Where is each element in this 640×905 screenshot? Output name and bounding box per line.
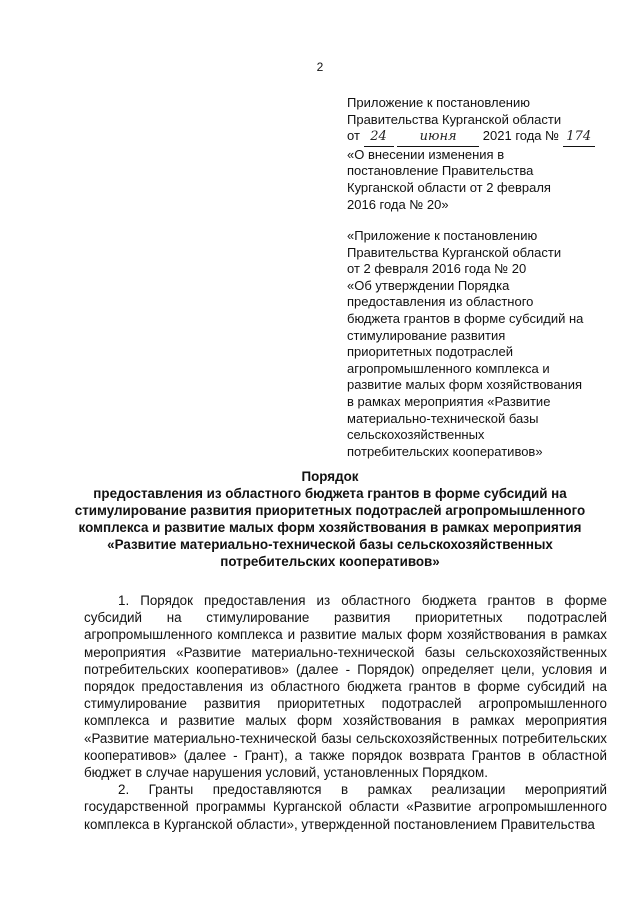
date-year: 2021 года № xyxy=(482,128,560,144)
date-prefix: от xyxy=(347,128,360,144)
annex-line: 2016 года № 20» xyxy=(347,196,449,212)
annex-original-resolution xyxy=(347,228,602,460)
annex-line: Курганской области от 2 февраля xyxy=(347,179,551,195)
title-subtitle-line: потребительских кооперативов» xyxy=(220,554,440,569)
annex-line: предоставления из областного xyxy=(347,294,534,310)
document-title xyxy=(60,468,600,570)
title-subtitle-line: «Развитие материально-технической базы сельскохозяйственных xyxy=(107,537,553,552)
annex-line: постановление Правительства xyxy=(347,163,534,179)
title-subtitle-line: предоставления из областного бюджета грантов в форме субсидий на xyxy=(93,486,567,501)
annex-date-line xyxy=(347,128,602,147)
annex-line: развитие малых форм хозяйствования xyxy=(347,377,583,393)
title-heading: Порядок xyxy=(301,469,359,484)
annex-line: бюджета грантов в форме субсидий на xyxy=(347,310,584,326)
annex-line: от 2 февраля 2016 года № 20 xyxy=(347,261,527,277)
handwritten-number: 174 xyxy=(563,129,595,147)
page-number: 2 xyxy=(316,60,324,74)
document-body xyxy=(84,592,607,833)
annex-line: материально-технической базы xyxy=(347,410,539,426)
annex-line: «О внесении изменения в xyxy=(347,146,505,162)
annex-line: сельскохозяйственных xyxy=(347,427,485,443)
title-subtitle-line: стимулирование развития приоритетных подотраслей агропромышленного xyxy=(74,503,586,518)
annex-line: Приложение к постановлению xyxy=(347,95,530,110)
annex-line: потребительских кооперативов» xyxy=(347,443,543,459)
handwritten-day: 24 xyxy=(364,129,394,147)
annex-line: в рамках мероприятия «Развитие xyxy=(347,393,551,409)
title-subtitle-line: комплекса и развитие малых форм хозяйствования в рамках мероприятия xyxy=(78,520,582,535)
annex-line: агропромышленного комплекса и xyxy=(347,360,550,376)
annex-line: «Приложение к постановлению xyxy=(347,228,538,243)
paragraph-1: 1. Порядок предоставления из областного бюджета грантов в форме субсидий на стимулирование развития приоритетных подотраслей агропромышленного комплекса и развитие малых форм хозяйствования в рамках мероприятия «Развитие материально-технической базы сельскохозяйственных потребительских кооперативов» (далее - Порядок) определяет цели, условия и порядок предоставления из областного бюджета грантов в форме субсидий на стимулирование развития приоритетных подотраслей агропромышленного комплекса и развитие малых форм хозяйствования в рамках мероприятия «Развитие материально-технической базы сельскохозяйственных потребительских кооперативов» (далее - Грант), а также порядок возврата Грантов в областной бюджет в случае нарушения условий, установленных Порядком. xyxy=(84,593,607,781)
annex-line: «Об утверждении Порядка xyxy=(347,277,510,293)
annex-line: приоритетных подотраслей xyxy=(347,344,513,360)
annex-line: Правительства Курганской области xyxy=(347,244,562,260)
annex-line: стимулирование развития xyxy=(347,327,506,343)
handwritten-month: июня xyxy=(397,129,479,147)
annex-line: Правительства Курганской области xyxy=(347,111,562,127)
paragraph-2: 2. Гранты предоставляются в рамках реализации мероприятий государственной программы Курганской области «Развитие агропромышленного комплекса в Курганской области», утвержденной постановлением Правительства xyxy=(84,782,607,832)
annex-current-resolution xyxy=(347,95,602,213)
